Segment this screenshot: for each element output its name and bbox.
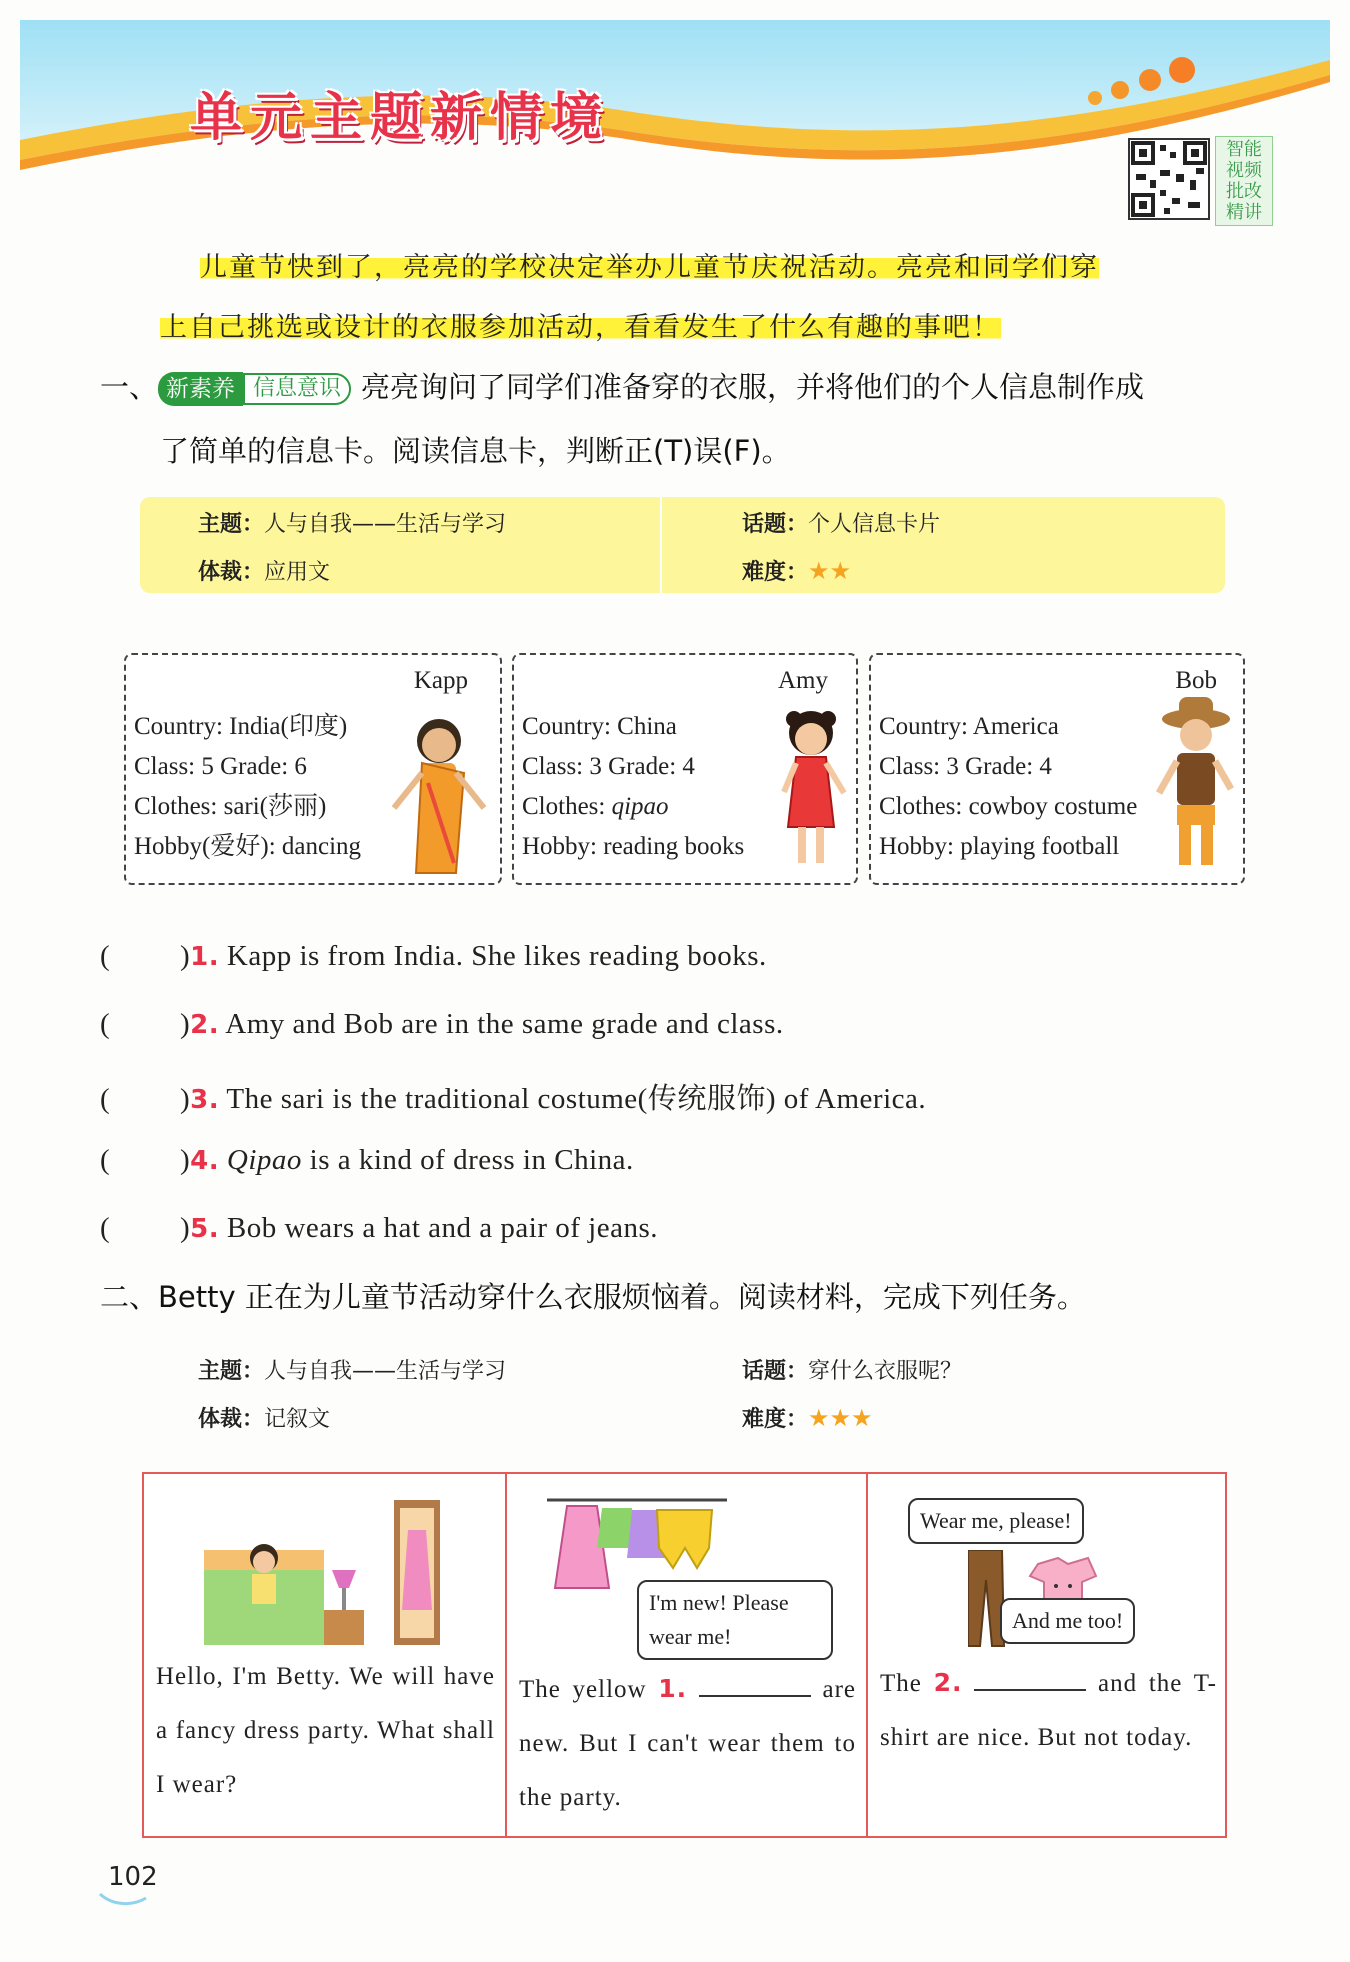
new-literacy-tag: 新素养 bbox=[158, 372, 243, 406]
kapp-illustration bbox=[384, 703, 494, 883]
story-panel-3 bbox=[868, 1474, 1227, 1836]
part2-difficulty: 难度：★★★ bbox=[742, 1404, 873, 1432]
intro-paragraph bbox=[160, 238, 1280, 358]
question-5: ( )5. Bob wears a hat and a pair of jeans. bbox=[100, 1212, 658, 1244]
difficulty-stars: ★★ bbox=[808, 557, 852, 585]
panel-3-text: The 2. and the T-shirt are nice. But not today. bbox=[880, 1668, 1218, 1751]
speech-bubble-pants: Wear me, please! bbox=[908, 1498, 1084, 1544]
part1-instruction-line2: 了简单的信息卡。阅读信息卡，判断正(T)误(F)。 bbox=[160, 434, 791, 468]
intro-line-2: 上自己挑选或设计的衣服参加活动，看看发生了什么有趣的事吧！ bbox=[160, 312, 1001, 343]
part2-heading bbox=[100, 1266, 1086, 1328]
answer-blank-5[interactable]: ( bbox=[100, 1212, 111, 1244]
card-class: Class: 3 Grade: 4 bbox=[879, 753, 1052, 780]
card-name: Bob bbox=[1175, 667, 1217, 694]
fill-blank-2[interactable] bbox=[974, 1669, 1086, 1691]
card-hobby: Hobby: reading books bbox=[522, 833, 745, 860]
card-class: Class: 5 Grade: 6 bbox=[134, 753, 307, 780]
question-1: ( )1. Kapp is from India. She likes reading books. bbox=[100, 940, 767, 972]
card-country: Country: China bbox=[522, 713, 677, 740]
page-number: 102 bbox=[108, 1862, 158, 1892]
bob-illustration bbox=[1151, 689, 1237, 879]
part2-topic: 话题：穿什么衣服呢？ bbox=[742, 1359, 963, 1384]
part2-number: 二、 bbox=[100, 1280, 159, 1314]
info-card-kapp bbox=[124, 653, 502, 885]
card-country: Country: America bbox=[879, 713, 1059, 740]
fill-blank-1[interactable] bbox=[699, 1675, 811, 1697]
part1-instruction-line1: 亮亮询问了同学们准备穿的衣服，并将他们的个人信息制作成 bbox=[361, 370, 1145, 404]
part1-theme: 主题：人与自我——生活与学习 bbox=[198, 512, 507, 537]
card-class: Class: 3 Grade: 4 bbox=[522, 753, 695, 780]
unit-theme-title: 单元主题新情境 bbox=[190, 88, 611, 148]
info-card-bob bbox=[869, 653, 1245, 885]
card-hobby: Hobby: playing football bbox=[879, 833, 1120, 860]
part1-meta-box bbox=[140, 497, 1225, 593]
answer-blank-3[interactable]: ( bbox=[100, 1083, 111, 1115]
panel-1-text: Hello, I'm Betty. We will have a fancy dress party. What shall I wear? bbox=[156, 1663, 495, 1798]
story-panel-2 bbox=[507, 1474, 866, 1836]
story-panel-1 bbox=[144, 1474, 505, 1836]
card-clothes: Clothes: cowboy costume bbox=[879, 793, 1138, 820]
part1-genre: 体裁：应用文 bbox=[198, 560, 331, 585]
part2-instruction: Betty 正在为儿童节活动穿什么衣服烦恼着。阅读材料，完成下列任务。 bbox=[158, 1280, 1086, 1314]
question-2: ( )2. Amy and Bob are in the same grade and class. bbox=[100, 1008, 784, 1040]
part1-difficulty: 难度：★★ bbox=[742, 557, 852, 585]
question-4: ( )4. Qipao is a kind of dress in China. bbox=[100, 1144, 634, 1176]
answer-blank-1[interactable]: ( bbox=[100, 940, 111, 972]
question-3: ( )3. The sari is the traditional costume(传统服饰) of America. bbox=[100, 1083, 927, 1115]
betty-bedroom-illustration bbox=[204, 1500, 444, 1650]
speech-bubble-tshirt: And me too! bbox=[1000, 1598, 1135, 1644]
page-number-swoosh bbox=[98, 1892, 148, 1906]
card-country: Country: India(印度) bbox=[134, 713, 348, 740]
part2-meta-box bbox=[140, 1344, 1225, 1440]
smart-video-label[interactable]: 智能视频批改精讲 bbox=[1215, 136, 1273, 226]
speech-bubble-shorts: I'm new! Please wear me! bbox=[637, 1580, 833, 1660]
difficulty-stars: ★★★ bbox=[808, 1404, 873, 1432]
card-name: Amy bbox=[778, 667, 828, 694]
card-clothes: Clothes: sari(莎丽) bbox=[134, 793, 327, 820]
part1-heading bbox=[100, 356, 1144, 418]
amy-illustration bbox=[766, 697, 856, 877]
qr-code-icon[interactable] bbox=[1128, 138, 1210, 220]
card-clothes: Clothes: qipao bbox=[522, 793, 669, 820]
answer-blank-4[interactable]: ( bbox=[100, 1144, 111, 1176]
card-name: Kapp bbox=[413, 667, 468, 694]
intro-line-1: 儿童节快到了，亮亮的学校决定举办儿童节庆祝活动。亮亮和同学们穿 bbox=[200, 252, 1099, 283]
part2-genre: 体裁：记叙文 bbox=[198, 1407, 331, 1432]
part1-topic: 话题：个人信息卡片 bbox=[742, 512, 941, 537]
story-panels bbox=[142, 1472, 1227, 1838]
info-awareness-tag: 信息意识 bbox=[243, 373, 351, 405]
info-card-amy bbox=[512, 653, 858, 885]
panel-2-text: The yellow 1. are new. But I can't wear them to the party. bbox=[519, 1674, 856, 1811]
part1-number: 一、 bbox=[100, 370, 159, 404]
card-hobby: Hobby(爱好): dancing bbox=[134, 833, 362, 860]
part2-theme: 主题：人与自我——生活与学习 bbox=[198, 1359, 507, 1384]
answer-blank-2[interactable]: ( bbox=[100, 1008, 111, 1040]
